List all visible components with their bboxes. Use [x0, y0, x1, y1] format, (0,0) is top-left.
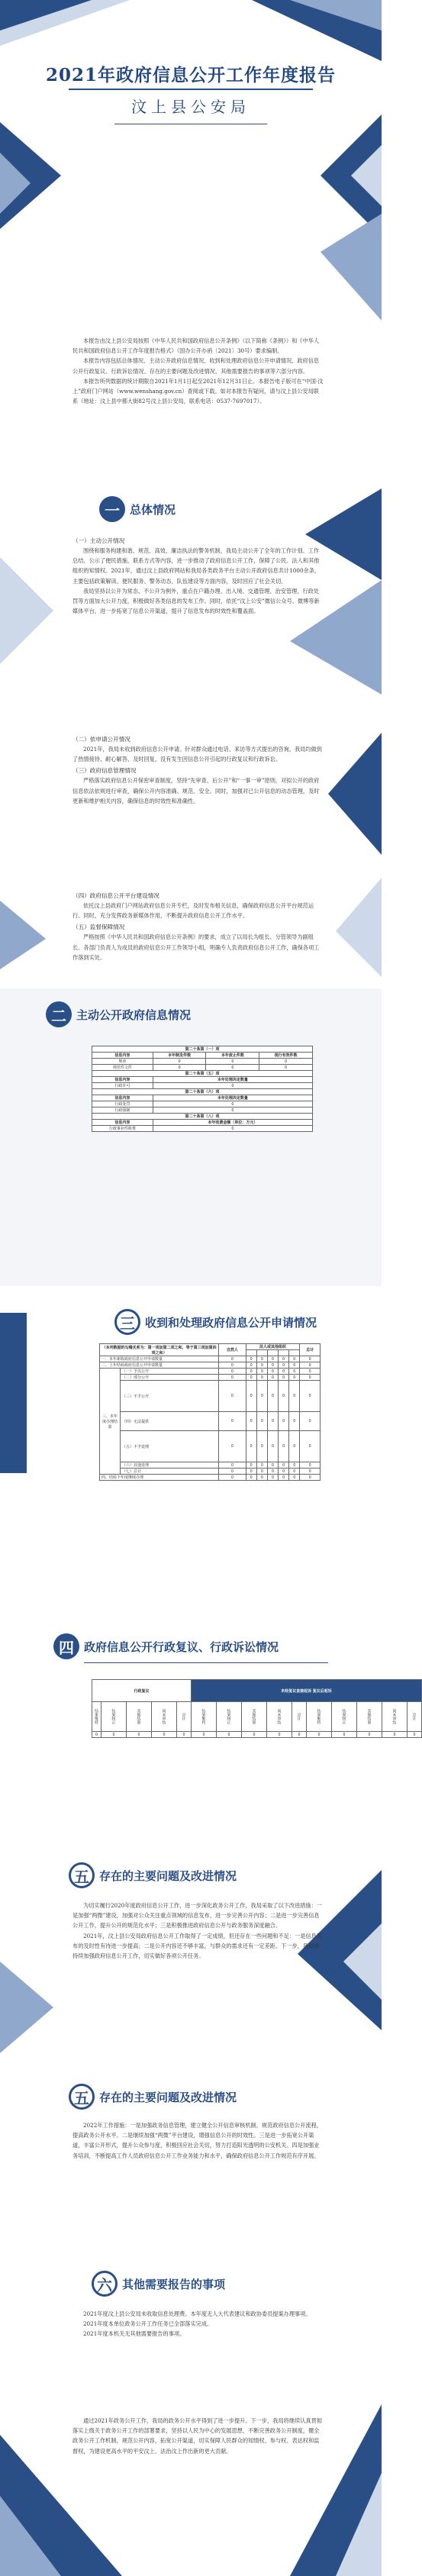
- cell: 0: [300, 1369, 321, 1375]
- cell: 0: [219, 1475, 246, 1481]
- sec5b-block: [72, 2120, 324, 2161]
- sec2-col-3: 本年废止件数: [206, 1053, 259, 1059]
- sec4-subcol: 尚未审结: [382, 1702, 408, 1732]
- sec1-sub1-text: 围绕和服务构建和谐、规范、高效、廉洁执法的警务机制，我局主动公开了全年的工作计划、工作总结、公示了便民措施、联系方式等内容，进一步推动了政府信息公开工作，保障了公民、法人和其他组织的知情权。2021年，通过汶上县政府网站和我局各类政务平台主动公开政府信息共计1000余条，主要包括政策解读、便民服务、警务动态、队伍建设等方面内容，及时回应了社会关切。: [72, 547, 321, 585]
- sec5b-banner: [69, 2084, 237, 2110]
- cell: 0: [279, 1412, 289, 1431]
- cell: 0: [289, 1475, 300, 1481]
- closing-text: 通过2021年政务公开工作，我局的政务公开水平得到了进一步提升。下一步，我局将继续认真贯彻落实上级关于政务公开工作的部署要求，坚持以人民为中心的发展思想，不断完善政务公开制度，健全政务公开工作机制，规范公开内容，拓宽公开渠道，切实保障人民群众的知情权、参与权、表达权和监督权，为建设更高水平的平安汶上、法治汶上作出新的更大贡献。: [72, 2417, 322, 2455]
- top-decoration: [0, 0, 382, 321]
- sec2-band: [0, 988, 382, 1286]
- cell: 0: [267, 1356, 278, 1362]
- cell: 0: [279, 1381, 289, 1412]
- cell: 0: [92, 1732, 101, 1738]
- sec4-title: 政府信息公开行政复议、行政诉讼情况: [84, 1640, 279, 1654]
- cell: 0: [153, 1126, 312, 1132]
- cell: 0: [206, 1065, 259, 1071]
- sec1-number: 一: [99, 496, 125, 522]
- cell: 0: [382, 1732, 408, 1738]
- cell: 0: [177, 1732, 192, 1738]
- sec2-banner: [46, 1001, 191, 1027]
- cell: 0: [300, 1412, 321, 1431]
- sec3-number: 三: [114, 1309, 140, 1335]
- cell: 0: [307, 1732, 332, 1738]
- sec3-natural: 自然人: [219, 1344, 246, 1356]
- cell: 0: [289, 1369, 300, 1375]
- sec2-head-1: 第二十条第（一）项: [92, 1046, 313, 1053]
- sec4-col-review: 行政复议: [92, 1680, 192, 1702]
- cell: 0: [289, 1362, 300, 1369]
- cell: 0: [246, 1469, 256, 1475]
- intro-paragraph-3: 本报告所列数据的统计期限自2021年1月1日起至2021年12月31日止。本报告电子版可在“中国·汶上”政府门户网站（www.wenshang.gov.cn）查阅或下载。如对本报告有疑问，请与汶上县公安局联系（地址：汶上县中都大街82号汶上县公安局，联系电话：0537-7697017）。: [72, 377, 324, 405]
- cell: 0: [206, 1059, 259, 1065]
- sec3-row: （四）无法提供: [121, 1412, 219, 1431]
- sec3-row: （七）总计: [121, 1469, 219, 1475]
- sec2-col-1b: 信息内容: [92, 1077, 153, 1083]
- sec4-subcol: 尚未审结: [152, 1702, 177, 1732]
- cell: 0: [219, 1375, 246, 1381]
- cell: 0: [219, 1412, 246, 1431]
- sec2-col-1: 信息内容: [92, 1053, 153, 1059]
- sec5-number: 五: [69, 1862, 95, 1888]
- sec1-sub1: （一）主动公开情况: [72, 537, 125, 544]
- closing-block: [72, 2416, 324, 2456]
- sec2-col-2: 本年制发件数: [153, 1053, 206, 1059]
- sec6-number: 六: [92, 2271, 118, 2297]
- cell: 0: [256, 1431, 267, 1462]
- cell: 0: [246, 1362, 256, 1369]
- cell: 0: [332, 1732, 357, 1738]
- cell: 0: [300, 1462, 321, 1469]
- cell: 0: [246, 1381, 256, 1412]
- sec4-subcol: 尚未审结: [267, 1702, 292, 1732]
- cell: 0: [256, 1469, 267, 1475]
- sec2-head-2: 第二十条第（五）项: [92, 1071, 313, 1077]
- sec2-head-4: 第二十条第（八）项: [92, 1114, 313, 1120]
- cell: 0: [289, 1431, 300, 1462]
- sec3-row: （一）予以公开: [121, 1369, 219, 1375]
- cell: 0: [267, 1362, 278, 1369]
- sec4-col-lit1: 未经复议直接起诉: [281, 1688, 312, 1694]
- intro-block: [72, 336, 324, 406]
- cell: 0: [300, 1381, 321, 1412]
- sec5-text: 为切实履行2020年度政府信息公开工作，进一步深化政务公开工作，我局采取了以下改进措施：一是加强“两微”建设，加强对公众关注重点领域的信息发布，进一步完善公开内容；二是进一步完善信息公开工作，提升公开的规范化水平；三是积极推进政府信息公开与政务服务深度融合。: [72, 1902, 322, 1930]
- cell: 0: [153, 1083, 312, 1089]
- sec4-subcol: 结果维持: [92, 1702, 101, 1732]
- cell: 0: [246, 1412, 256, 1431]
- cell: 0: [279, 1356, 289, 1362]
- cell: 0: [300, 1469, 321, 1475]
- sec1-block-b: [72, 733, 324, 806]
- sec1-sub1-text2: 我局坚持以公开为常态、不公开为例外，重点在户籍办理、出入境、交通管理、治安管理、行政处罚等方面加大公开力度，积极做好各类信息的发布工作。同时，依托“汶上公安”微信公众号、微博等新媒体平台，进一步拓宽了信息公开渠道，提升了信息发布的时效性和覆盖面。: [72, 587, 320, 615]
- sec2-head-3: 第二十条第（六）项: [92, 1089, 313, 1095]
- sec2-row-label: 规范性文件: [92, 1065, 153, 1071]
- cell: 0: [289, 1375, 300, 1381]
- report-title: 2021年政府信息公开工作年度报告: [45, 65, 336, 85]
- cell: 0: [152, 1732, 177, 1738]
- cell: 0: [279, 1362, 289, 1369]
- sec1-sub3-text: 严格落实政府信息公开保密审查制度，坚持“先审查、后公开”和“一事一审”原则，对拟公开的政府信息依法依规进行审查，确保公开内容准确、规范、安全。同时，加强对已公开信息的动态管理，及时更新和维护相关内容，确保信息的时效性和准确性。: [72, 777, 320, 804]
- sec2-row-label: 规章: [92, 1059, 153, 1065]
- sec3-legal: 法人或其他组织: [246, 1344, 300, 1350]
- sec3-row: 三、本年度办理结果: [100, 1369, 121, 1475]
- sec2-number: 二: [46, 1001, 72, 1027]
- cell: 0: [300, 1375, 321, 1381]
- sec4-table: [92, 1679, 422, 1738]
- sec1-block-a: [72, 534, 324, 616]
- cell: [267, 1350, 278, 1356]
- sec3-total: 总计: [300, 1344, 321, 1356]
- cell: [279, 1350, 289, 1356]
- sec1-sub3: （三）政府信息管理情况: [72, 767, 137, 775]
- sec2-col-2b: 本年处理决定数量: [153, 1077, 312, 1083]
- cell: 0: [289, 1462, 300, 1469]
- sec4-banner: [53, 1633, 279, 1659]
- cell: 0: [219, 1462, 246, 1469]
- cell: 0: [256, 1381, 267, 1412]
- sec5b-number: 五: [69, 2084, 95, 2110]
- sec3-title: 收到和处理政府信息公开申请情况: [145, 1316, 317, 1330]
- cell: 0: [289, 1412, 300, 1431]
- intro-paragraph-2: 本报告内容包括总体情况、主动公开政府信息情况、收到和处理政府信息公开申请情况、政府信息公开行政复议、行政诉讼情况、存在的主要问题及改进情况、其他需要报告的事项等六部分内容。: [72, 357, 320, 375]
- sec2-col-4: 现行有效件数: [259, 1053, 313, 1059]
- cell: 0: [246, 1356, 256, 1362]
- sec4-col-litigation: [192, 1680, 422, 1702]
- sec6-text: 2021年度汶上县公安局未收取信息处理费。本年度无人大代表建议和政协委员提案办理事项。: [83, 2310, 311, 2317]
- cell: 0: [246, 1375, 256, 1381]
- sec5-title: 存在的主要问题及改进情况: [99, 1869, 237, 1883]
- cell: 0: [101, 1732, 127, 1738]
- cell: 0: [256, 1475, 267, 1481]
- cell: 0: [246, 1369, 256, 1375]
- sec5b-text: 2022年工作措施：一是加强政务信息管理，建立健全公开信息审核机制，规范政府信息公开流程，提高政务公开水平。二是继续加强“两微”平台建设，增强信息公开的时效性。三是进一步拓宽公开渠道，丰富公开形式，提升公众参与度，积极回应社会关切，努力打造阳光透明的公安机关。四是加强业务培训，不断提高工作人员政府信息公开工作业务能力和水平，确保政府信息公开工作规范有序开展。: [72, 2122, 322, 2159]
- cell: [289, 1350, 300, 1356]
- cell: 0: [267, 1381, 278, 1412]
- sec5-block: [72, 1901, 324, 1961]
- cell: 0: [292, 1732, 307, 1738]
- cell: 0: [246, 1431, 256, 1462]
- cell: 0: [259, 1059, 313, 1065]
- sec4-subcol: 其他结果: [357, 1702, 382, 1732]
- sec3-row: 一、本年新收政府信息公开申请数量: [100, 1356, 219, 1362]
- sec1-sub5: （五）监督保障情况: [72, 924, 125, 931]
- sec2-row-label: 行政强制: [92, 1107, 153, 1114]
- sec4-subcol: 其他结果: [242, 1702, 267, 1732]
- sec3-left-bar: [0, 1313, 27, 1473]
- sec3-row: 四、结转下年度继续办理: [100, 1475, 219, 1481]
- sec2-col-2c: 本年处理决定数量: [153, 1095, 312, 1101]
- sec3-row: （五）不予处理: [121, 1431, 219, 1462]
- sec1-sub4: （四）政府信息公开平台建设情况: [72, 892, 159, 899]
- sec3-table: [99, 1343, 321, 1481]
- sec6-banner: [92, 2271, 225, 2297]
- report-subtitle: 汶上县公安局: [131, 98, 250, 116]
- sec4-subcol: 总计: [292, 1702, 307, 1732]
- cell: 0: [279, 1369, 289, 1375]
- sec5-banner: [69, 1862, 237, 1888]
- cell: 0: [256, 1362, 267, 1369]
- sec3-banner: [114, 1309, 317, 1335]
- intro-paragraph-1: 本报告由汶上县公安局按照《中华人民共和国政府信息公开条例》（以下简称《条例》）和《中华人民共和国政府信息公开工作年度报告格式》（国办公开办函〔2021〕30号）要求编制。: [72, 337, 320, 355]
- cell: 0: [259, 1065, 313, 1071]
- cell: 0: [246, 1475, 256, 1481]
- sec6-block: [72, 2309, 324, 2339]
- sec3-row: （三）不予公开: [121, 1381, 219, 1412]
- sec2-col-2d: 本年收费金额（单位：万元）: [153, 1120, 312, 1126]
- sec4-subcol: 结果纠正: [217, 1702, 242, 1732]
- cell: 0: [256, 1462, 267, 1469]
- cell: 0: [279, 1475, 289, 1481]
- cell: 0: [408, 1732, 422, 1738]
- cell: 0: [267, 1475, 278, 1481]
- cell: 0: [256, 1375, 267, 1381]
- sec4-col-lit2: 复议后起诉: [312, 1688, 332, 1694]
- cell: 0: [289, 1356, 300, 1362]
- sec4-subcol: 结果维持: [192, 1702, 217, 1732]
- cell: 0: [256, 1369, 267, 1375]
- sec2-col-1d: 信息内容: [92, 1120, 153, 1126]
- sec6-text2: 2021年度本单位政务公开工作任务已全部落实完成。: [83, 2320, 213, 2328]
- sec3-row: （六）其他处理: [121, 1462, 219, 1469]
- cell: 0: [267, 1462, 278, 1469]
- sec1-sub5-text: 严格按照《中华人民共和国政府信息公开条例》的要求，成立了以局长为组长、分管领导为副组长、各部门负责人为成员的政府信息公开工作领导小组，明确专人负责政府信息公开工作，确保各项工作落到实处。: [72, 933, 320, 961]
- cell: 0: [153, 1107, 312, 1114]
- sec5-text2: 2021年，汶上县公安局政府信息公开工作取得了一定成绩，但还存在一些问题和不足：一是信息发布的及时性有待进一步提高；二是公开内容还不够丰富，与群众的需求还有一定差距。下一步，我局将持续加强政府信息公开工作，切实做好各项公开任务。: [72, 1932, 322, 1960]
- cell: 0: [279, 1469, 289, 1475]
- sec1-title: 总体情况: [130, 503, 176, 517]
- cell: 0: [246, 1462, 256, 1469]
- cell: [246, 1350, 256, 1356]
- cell: 0: [357, 1732, 382, 1738]
- sec2-row-label: 行政事业性收费: [92, 1126, 153, 1132]
- sec4-subcol: 结果纠正: [101, 1702, 127, 1732]
- cell: 0: [217, 1732, 242, 1738]
- sec5b-title: 存在的主要问题及改进情况: [99, 2091, 237, 2104]
- sec2-table: [92, 1046, 313, 1132]
- cell: 0: [219, 1356, 246, 1362]
- cell: 0: [289, 1469, 300, 1475]
- cell: [256, 1350, 267, 1356]
- cell: 0: [256, 1356, 267, 1362]
- sec2-col-1c: 信息内容: [92, 1095, 153, 1101]
- sec2-row-label: 行政处罚: [92, 1101, 153, 1107]
- sec4-subcol: 结果维持: [307, 1702, 332, 1732]
- cell: 0: [127, 1732, 152, 1738]
- sec4-rule: [84, 1662, 328, 1663]
- cell: 0: [300, 1431, 321, 1462]
- cell: 0: [300, 1475, 321, 1481]
- sec4-subcol: 总计: [177, 1702, 192, 1732]
- sec2-title: 主动公开政府信息情况: [76, 1008, 192, 1022]
- cell: 0: [153, 1059, 206, 1065]
- sec6-text3: 2021年度本机关无其他需要报告的事项。: [83, 2330, 185, 2338]
- cell: 0: [192, 1732, 217, 1738]
- cell: 0: [219, 1431, 246, 1462]
- sec1-banner: [99, 496, 176, 522]
- cell: 0: [219, 1369, 246, 1375]
- sec1-block-c: [72, 889, 324, 962]
- cell: 0: [256, 1412, 267, 1431]
- sec2-row-label: 行政许可: [92, 1083, 153, 1089]
- sec1-sub2-text: 2021年，我局未收到政府信息公开申请。针对群众通过电话、来访等方式提出的咨询，我局均做到了热情接待、耐心解答、及时回复，没有发生因信息公开引起的行政复议和行政诉讼。: [72, 746, 322, 763]
- sec1-sub4-text: 依托汶上县政府门户网站政府信息公开专栏，及时发布相关信息，确保政府信息公开平台规范运行。同时，充分发挥政务新媒体作用，不断提升政府信息公开工作水平。: [72, 902, 314, 920]
- cell: 0: [300, 1356, 321, 1362]
- sec3-head-label: （本列数据的勾稽关系为：第一项加第二项之和，等于第三项加第四项之和）: [100, 1344, 219, 1356]
- sec6-title: 其他需要报告的事项: [122, 2278, 226, 2291]
- cell: 0: [267, 1431, 278, 1462]
- cell: 0: [153, 1101, 312, 1107]
- sec4-subcol: 结果纠正: [332, 1702, 357, 1732]
- cell: 0: [242, 1732, 267, 1738]
- cell: 0: [267, 1732, 292, 1738]
- title-rule: [69, 89, 313, 90]
- cell: 0: [219, 1381, 246, 1412]
- sec3-row: （二）部分公开: [121, 1375, 219, 1381]
- cell: 0: [279, 1431, 289, 1462]
- cell: 0: [267, 1412, 278, 1431]
- sec4-subcol: 其他结果: [127, 1702, 152, 1732]
- cell: 0: [267, 1469, 278, 1475]
- cell: 0: [289, 1381, 300, 1412]
- cell: 0: [219, 1362, 246, 1369]
- cell: 0: [153, 1065, 206, 1071]
- cell: 0: [267, 1375, 278, 1381]
- cell: 0: [279, 1375, 289, 1381]
- sec3-row: 二、上年结转政府信息公开申请数量: [100, 1362, 219, 1369]
- cell: 0: [267, 1369, 278, 1375]
- cell: 0: [300, 1362, 321, 1369]
- sec4-subcol: 总计: [408, 1702, 422, 1732]
- cell: 0: [279, 1462, 289, 1469]
- sec4-number: 四: [53, 1633, 79, 1659]
- cell: 0: [219, 1469, 246, 1475]
- sec1-sub2: （二）依申请公开情况: [72, 736, 130, 743]
